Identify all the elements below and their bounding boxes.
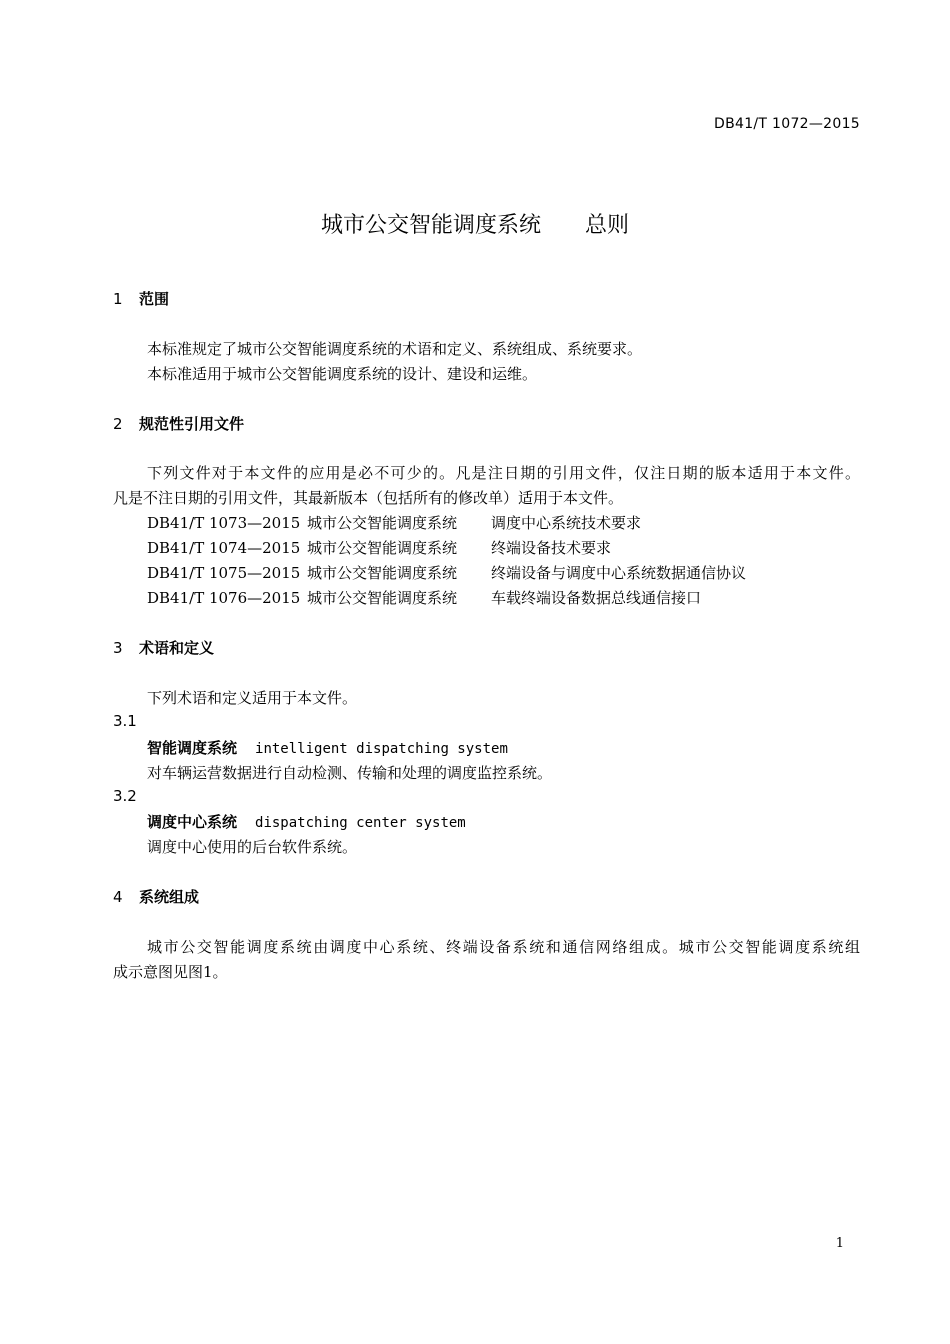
reference-code: DB41/T 1075—2015 (147, 564, 301, 582)
reference-system: 城市公交智能调度系统 (307, 514, 458, 532)
section-number: 4 (113, 888, 123, 906)
reference-system: 城市公交智能调度系统 (307, 539, 458, 557)
term-definition: 对车辆运营数据进行自动检测、传输和处理的调度监控系统。 (147, 764, 553, 782)
reference-title: 终端设备与调度中心系统数据通信协议 (491, 564, 747, 582)
standard-number: DB41/T 1072—2015 (714, 116, 860, 132)
section-2-heading (113, 413, 244, 434)
term-chinese: 智能调度系统 (147, 739, 238, 757)
term-heading (147, 737, 508, 758)
reference-code: DB41/T 1073—2015 (147, 514, 301, 532)
section-title: 术语和定义 (139, 639, 215, 657)
reference-item (147, 537, 611, 558)
reference-title: 终端设备技术要求 (491, 539, 612, 557)
reference-code: DB41/T 1074—2015 (147, 539, 301, 557)
paragraph: 凡是不注日期的引用文件，其最新版本（包括所有的修改单）适用于本文件。 (113, 489, 624, 507)
reference-code: DB41/T 1076—2015 (147, 589, 301, 607)
term-chinese: 调度中心系统 (147, 813, 238, 831)
term-english: intelligent dispatching system (255, 741, 508, 757)
section-1-heading (113, 288, 169, 309)
paragraph: 下列文件对于本文件的应用是必不可少的。凡是注日期的引用文件，仅注日期的版本适用于本文件。 (147, 464, 860, 482)
reference-item (147, 587, 701, 608)
paragraph: 成示意图见图1。 (113, 963, 228, 981)
document-title: 城市公交智能调度系统 总则 (320, 213, 629, 238)
section-title: 系统组成 (139, 888, 200, 906)
paragraph: 城市公交智能调度系统由调度中心系统、终端设备系统和通信网络组成。城市公交智能调度系统组 (147, 938, 860, 956)
section-title: 规范性引用文件 (139, 415, 245, 433)
section-title: 范围 (139, 290, 170, 308)
section-4-heading (113, 886, 199, 907)
section-number: 3 (113, 639, 123, 657)
section-3-heading (113, 637, 214, 658)
paragraph: 本标准适用于城市公交智能调度系统的设计、建设和运维。 (147, 365, 538, 383)
reference-item (147, 512, 641, 533)
reference-system: 城市公交智能调度系统 (307, 589, 458, 607)
section-number: 1 (113, 290, 123, 308)
paragraph: 下列术语和定义适用于本文件。 (147, 689, 358, 707)
paragraph: 本标准规定了城市公交智能调度系统的术语和定义、系统组成、系统要求。 (147, 340, 643, 358)
reference-item (147, 562, 746, 583)
reference-system: 城市公交智能调度系统 (307, 564, 458, 582)
term-number: 3.1 (113, 712, 137, 730)
section-number: 2 (113, 415, 123, 433)
term-heading (147, 811, 466, 832)
reference-title: 调度中心系统技术要求 (491, 514, 642, 532)
page-number: 1 (835, 1236, 844, 1251)
term-english: dispatching center system (255, 815, 466, 831)
term-number: 3.2 (113, 787, 137, 805)
reference-title: 车载终端设备数据总线通信接口 (491, 589, 702, 607)
term-definition: 调度中心使用的后台软件系统。 (147, 838, 358, 856)
